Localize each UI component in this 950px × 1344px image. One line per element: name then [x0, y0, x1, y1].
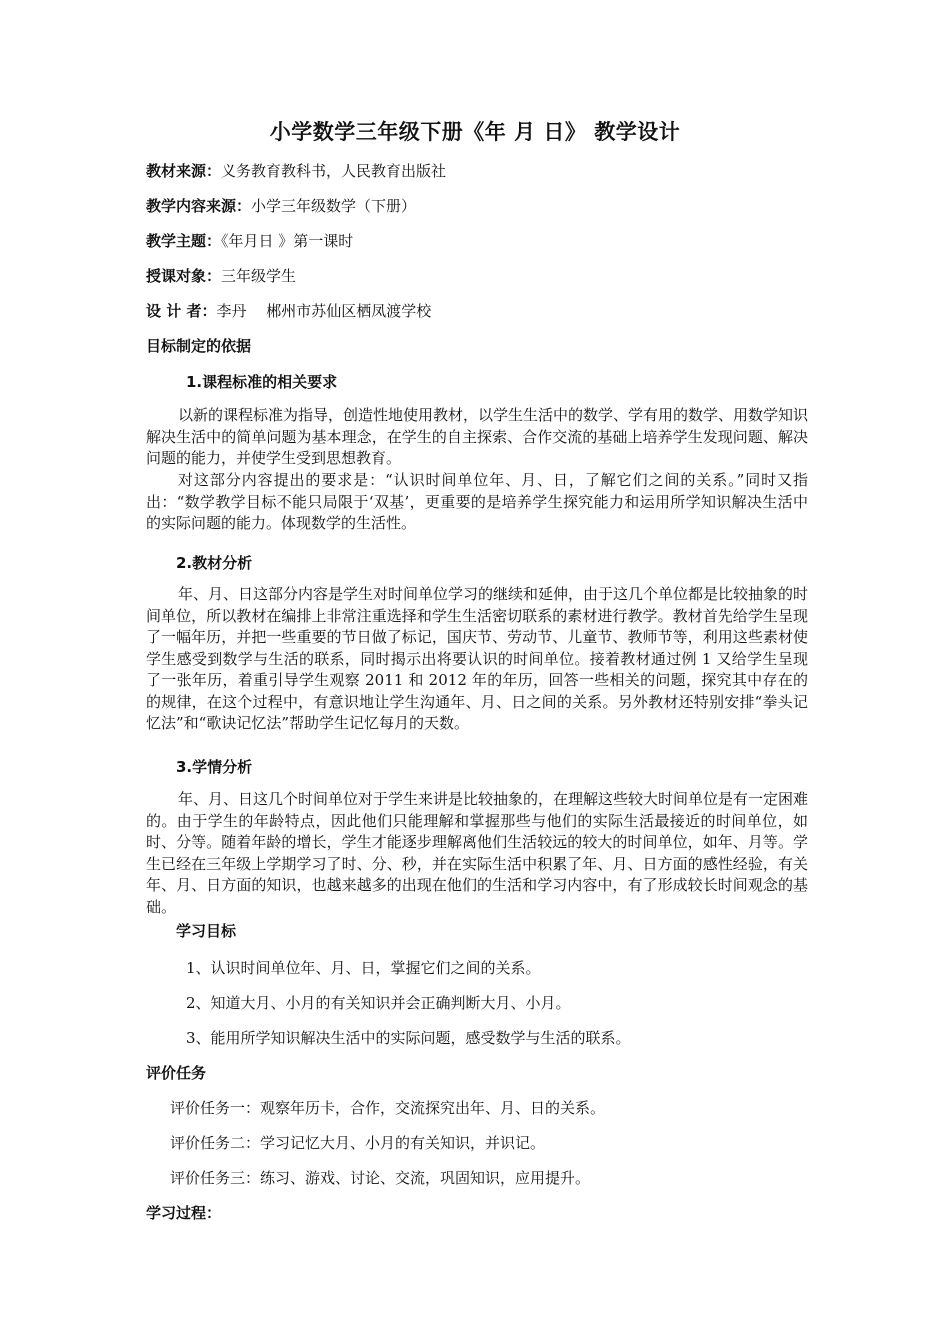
task-item: 评价任务一：观察年历卡，合作，交流探究出年、月、日的关系。 — [170, 1099, 606, 1117]
meta-value: 小学三年级数学（下册） — [251, 197, 417, 215]
sub3-paragraph: 年、月、日这几个时间单位对于学生来讲是比较抽象的，在理解这些较大时间单位是有一定困难的。由于学生的年龄特点，因此他们只能理解和掌握那些与他们的实际生活最接近的时间单位，如时、分等。随着年龄的增长，学生才能逐步理解离他们生活较远的较大的时间单位，如年、月等。学生已经在三年级上学期学习了时、分、秒，并在实际生活中积累了年、月、日方面的感性经验，有关年、月、日方面的知识，也越来越多的出现在他们的生活和学习内容中，有了形成较长时间观念的基础。 — [146, 790, 809, 916]
process-heading: 学习过程： — [146, 1204, 222, 1222]
sub1-paragraph-2: 对这部分内容提出的要求是：“认识时间单位年、月、日，了解它们之间的关系。”同时又指出：“数学教学目标不能只局限于‘双基’，更重要的是培养学生探究能力和运用所学知识解决生活中的实际问题的能力。体现数学的生活性。 — [146, 471, 808, 532]
sub1-paragraph-1: 以新的课程标准为指导，创造性地使用教材，以学生生活中的数学、学有用的数学、用数学知识解决生活中的简单问题为基本理念，在学生的自主探索、合作交流的基础上培养学生发现问题、解决问题的能力，并使学生受到思想教育。 — [146, 406, 809, 467]
goal-item: 2、知道大月、小月的有关知识并会正确判断大月、小月。 — [186, 994, 571, 1012]
sub2-paragraph: 年、月、日这部分内容是学生对时间单位学习的继续和延伸，由于这几个单位都是比较抽象的时间单位，所以教材在编排上非常注重选择和学生生活密切联系的素材进行教学。教材首先给学生呈现了一幅年历，并把一些重要的节日做了标记，国庆节、劳动节、儿童节、教师节等，利用这些素材使学生感受到数学与生活的联系，同时揭示出将要认识的时间单位。接着教材通过例 1 又给学生呈现了一张年历，着重引导学生观察 2011 和 2012 年的年历，回答一些相关的问题，探究其中存在的的规律，在这个过程中，有意识地让学生沟通年、月、日之间的关系。另外教材还特别安排“拳头记忆法”和“歌诀记忆法”帮助学生记忆每月的天数。 — [146, 585, 809, 732]
meta-value: 李丹 郴州市苏仙区栖凤渡学校 — [216, 302, 432, 320]
task-item: 评价任务二：学习记忆大月、小月的有关知识，并识记。 — [170, 1134, 546, 1152]
goal-item: 1、认识时间单位年、月、日，掌握它们之间的关系。 — [186, 959, 541, 977]
meta-designer — [146, 300, 431, 321]
task-item: 评价任务三：练习、游戏、讨论、交流，巩固知识，应用提升。 — [170, 1169, 591, 1187]
meta-value: 义务教育教科书，人民教育出版社 — [221, 162, 447, 180]
goal-item: 3、能用所学知识解决生活中的实际问题，感受数学与生活的联系。 — [186, 1029, 631, 1047]
tasks-heading: 评价任务 — [146, 1064, 207, 1082]
meta-label: 教学内容来源： — [146, 197, 252, 215]
meta-value: 三年级学生 — [221, 267, 297, 285]
sub3-heading: 3.学情分析 — [176, 758, 253, 776]
meta-label: 授课对象： — [146, 267, 222, 285]
meta-label: 教材来源： — [146, 162, 222, 180]
meta-topic — [146, 230, 353, 251]
sub1-heading: 1.课程标准的相关要求 — [186, 373, 338, 391]
document-title: 小学数学三年级下册《年 月 日》 教学设计 — [269, 120, 681, 144]
section-basis-heading: 目标制定的依据 — [146, 337, 252, 355]
meta-content-source — [146, 195, 416, 216]
meta-label: 设 计 者： — [146, 302, 217, 320]
goals-heading: 学习目标 — [176, 922, 237, 940]
meta-source — [146, 160, 446, 181]
meta-value: 《年月日 》第一课时 — [221, 232, 354, 250]
meta-label: 教学主题： — [146, 232, 222, 250]
meta-audience — [146, 265, 296, 286]
sub2-heading: 2.教材分析 — [176, 554, 253, 572]
